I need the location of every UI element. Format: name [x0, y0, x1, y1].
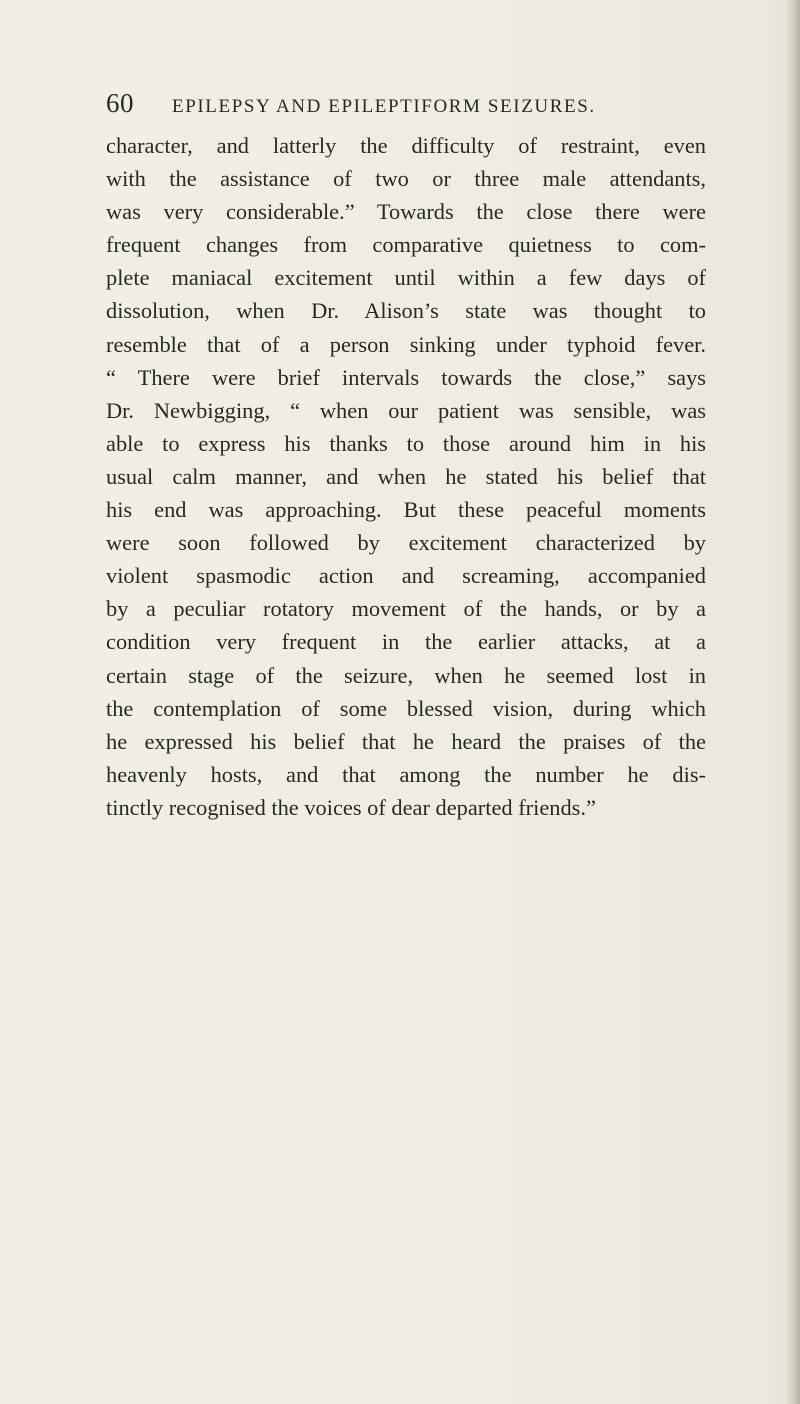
text-line: able to express his thanks to those around him in his	[106, 430, 706, 456]
page-edge-shadow	[786, 0, 800, 1404]
text-line: were soon followed by excitement characterized by	[106, 530, 706, 556]
text-line: with the assistance of two or three male attendants,	[106, 166, 706, 192]
text-line: resemble that of a person sinking under typhoid fever.	[106, 331, 706, 357]
text-line: usual calm manner, and when he stated his belief that	[106, 463, 706, 489]
text-line: the contemplation of some blessed vision, during which	[106, 695, 706, 721]
text-line: was very considerable.” Towards the close there were	[106, 199, 706, 225]
text-line: certain stage of the seizure, when he seemed lost in	[106, 662, 706, 688]
text-line: violent spasmodic action and screaming, accompanied	[106, 563, 706, 589]
text-line: heavenly hosts, and that among the number he dis-	[106, 761, 706, 787]
text-line: he expressed his belief that he heard the praises of the	[106, 728, 706, 754]
page-number: 60	[106, 88, 134, 118]
body-text	[106, 129, 706, 824]
page-header	[106, 88, 706, 120]
text-line: dissolution, when Dr. Alison’s state was thought to	[106, 298, 706, 324]
text-line: by a peculiar rotatory movement of the hands, or by a	[106, 596, 706, 622]
text-line: plete maniacal excitement until within a few days of	[106, 265, 706, 291]
text-line: frequent changes from comparative quietness to com-	[106, 232, 706, 258]
text-line: character, and latterly the difficulty of restraint, even	[106, 133, 706, 158]
text-line: his end was approaching. But these peaceful moments	[106, 497, 706, 523]
text-line: “ There were brief intervals towards the close,” says	[106, 364, 706, 390]
text-line: condition very frequent in the earlier attacks, at a	[106, 629, 706, 655]
text-line: Dr. Newbigging, “ when our patient was sensible, was	[106, 397, 706, 423]
running-head: EPILEPSY AND EPILEPTIFORM SEIZURES.	[172, 96, 596, 117]
text-line: tinctly recognised the voices of dear departed friends.”	[106, 794, 596, 820]
